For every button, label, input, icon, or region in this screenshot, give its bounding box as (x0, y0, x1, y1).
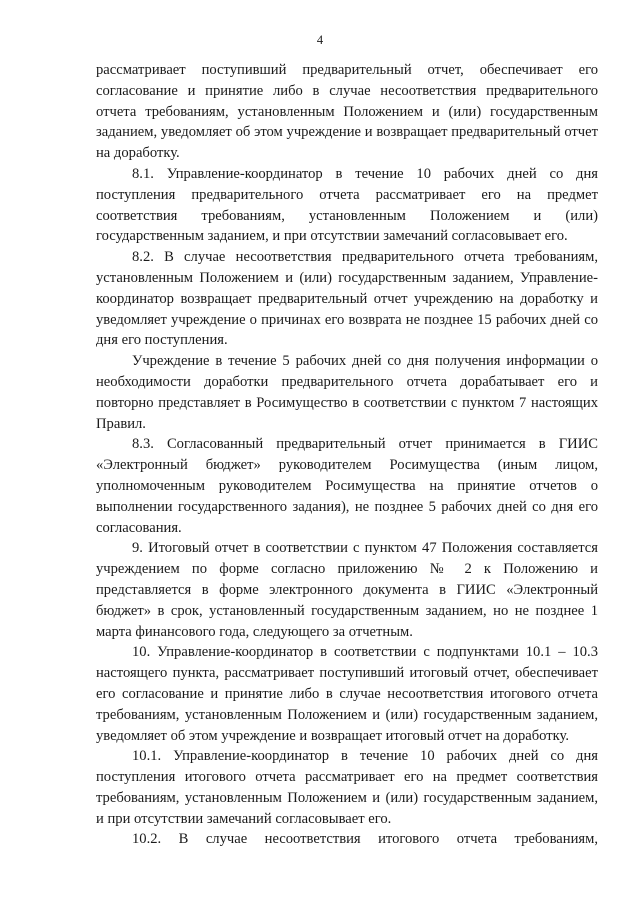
paragraph-10-1: 10.1. Управление-координатор в течение 10 рабочих дней со дня поступления итогового отчета рассматривает его на предмет соответствия требованиям, установленным Положением и (или) государственным заданием, и при отсутствии замечаний согласовывает его. (96, 748, 598, 827)
paragraph-10-2: 10.2. В случае несоответствия итогового отчета требованиям, (132, 831, 598, 848)
paragraph-8-1: 8.1. Управление-координатор в течение 10 рабочих дней со дня поступления предварительного отчета рассматривает его на предмет соответствия требованиям, установленным Положением и (или) государственным заданием, и при отсутствии замечаний согласовывает его. (96, 165, 598, 245)
paragraph-8-2: 8.2. В случае несоответствия предварительного отчета требованиям, установленным Положением и (или) государственным заданием, Управление-координатор возвращает предварительный отчет учреждению на доработку и уведомляет учреждение о причинах его возврата не позднее 15 рабочих дней со дня его поступления. (96, 249, 598, 349)
paragraph-8-3: 8.3. Согласованный предварительный отчет принимается в ГИИС «Электронный бюджет» руководителем Росимущества (иным лицом, уполномоченным руководителем Росимущества на принятие отчетов о выполнении государственного задания), не позднее 5 рабочих дней со дня его согласования. (96, 436, 598, 536)
paragraph-resubmission: Учреждение в течение 5 рабочих дней со дня получения информации о необходимости доработки предварительного отчета дорабатывает его и повторно представляет в Росимущество в соответствии с пунктом 7 настоящих Правил. (96, 353, 598, 432)
page-number: 4 (316, 33, 324, 47)
paragraph-continuation: рассматривает поступивший предварительный отчет, обеспечивает его согласование и принятие либо в случае несоответствия предварительного отчета требованиям, установленным Положением и (или) государственным заданием, уведомляет об этом учреждение и возвращает предварительный отчет на доработку. (96, 62, 598, 162)
paragraph-9: 9. Итоговый отчет в соответствии с пунктом 47 Положения составляется учреждением по форме согласно приложению № 2 к Положению и представляется в форме электронного документа в ГИИС «Электронный бюджет» в срок, установленный государственным заданием, но не позднее 1 марта финансового года, следующего за отчетным. (96, 540, 598, 640)
paragraph-10: 10. Управление-координатор в соответствии с подпунктами 10.1 – 10.3 настоящего пункта, рассматривает поступивший итоговый отчет, обеспечивает его согласование и принятие либо в случае несоответствия итогового отчета требованиям, установленным Положением и (или) государственным заданием, уведомляет об этом учреждение и возвращает итоговый отчет на доработку. (96, 644, 598, 744)
document-body (96, 60, 598, 850)
